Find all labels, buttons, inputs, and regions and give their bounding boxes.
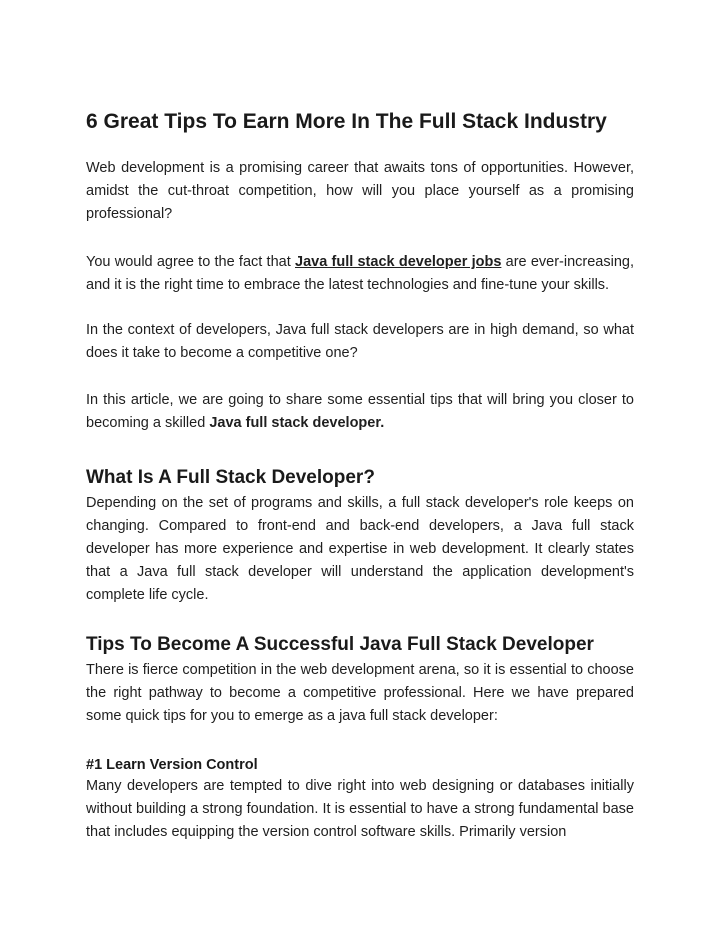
intro-text-3: In the context of developers, Java full stack developers are in high demand, so what does it take to become a competitive one?: [86, 322, 634, 361]
tip-1-heading: #1 Learn Version Control: [86, 757, 258, 773]
intro-paragraph-1: [86, 157, 634, 226]
section-what-is: [86, 467, 634, 607]
page-title: 6 Great Tips To Earn More In The Full Stack Industry: [86, 110, 607, 133]
intro-text-2-before: You would agree to the fact that: [86, 254, 295, 270]
intro-text-4-bold: Java full stack developer.: [209, 415, 385, 431]
intro-text-1: Web development is a promising career that awaits tons of opportunities. However, amidst the cut-throat competition, how will you place yourself as a promising professional?: [86, 160, 634, 222]
section-tips-body: There is fierce competition in the web development arena, so it is essential to choose the right pathway to become a competitive professional. Here we have prepared some quick tips for you to emerge as a java full stack developer:: [86, 662, 634, 724]
java-jobs-link[interactable]: Java full stack developer jobs: [295, 254, 502, 270]
intro-paragraph-2: [86, 251, 634, 297]
intro-paragraph-3: [86, 319, 634, 365]
section-what-is-heading: What Is A Full Stack Developer?: [86, 467, 375, 488]
section-tips: [86, 634, 634, 728]
intro-paragraph-4: [86, 389, 634, 435]
intro-text-2: [86, 251, 634, 297]
tip-1-body: Many developers are tempted to dive right into web designing or databases initially without building a strong foundation. It is essential to have a strong fundamental base that includes equipping the version control software skills. Primarily version: [86, 778, 634, 840]
intro-text-4-before: In this article, we are going to share some essential tips that will bring you closer to becoming a skilled: [86, 392, 634, 431]
intro-text-4: [86, 389, 634, 435]
intro-text-2-after: are ever-increasing, and it is the right time to embrace the latest technologies and fine-tune your skills.: [86, 254, 635, 293]
section-tips-heading: Tips To Become A Successful Java Full Stack Developer: [86, 634, 594, 655]
section-what-is-body: Depending on the set of programs and skills, a full stack developer's role keeps on changing. Compared to front-end and back-end developers, a Java full stack developer has more experience and expertise in web development. It clearly states that a Java full stack developer will understand the application development's complete life cycle.: [86, 495, 634, 603]
tip-1: [86, 757, 634, 844]
